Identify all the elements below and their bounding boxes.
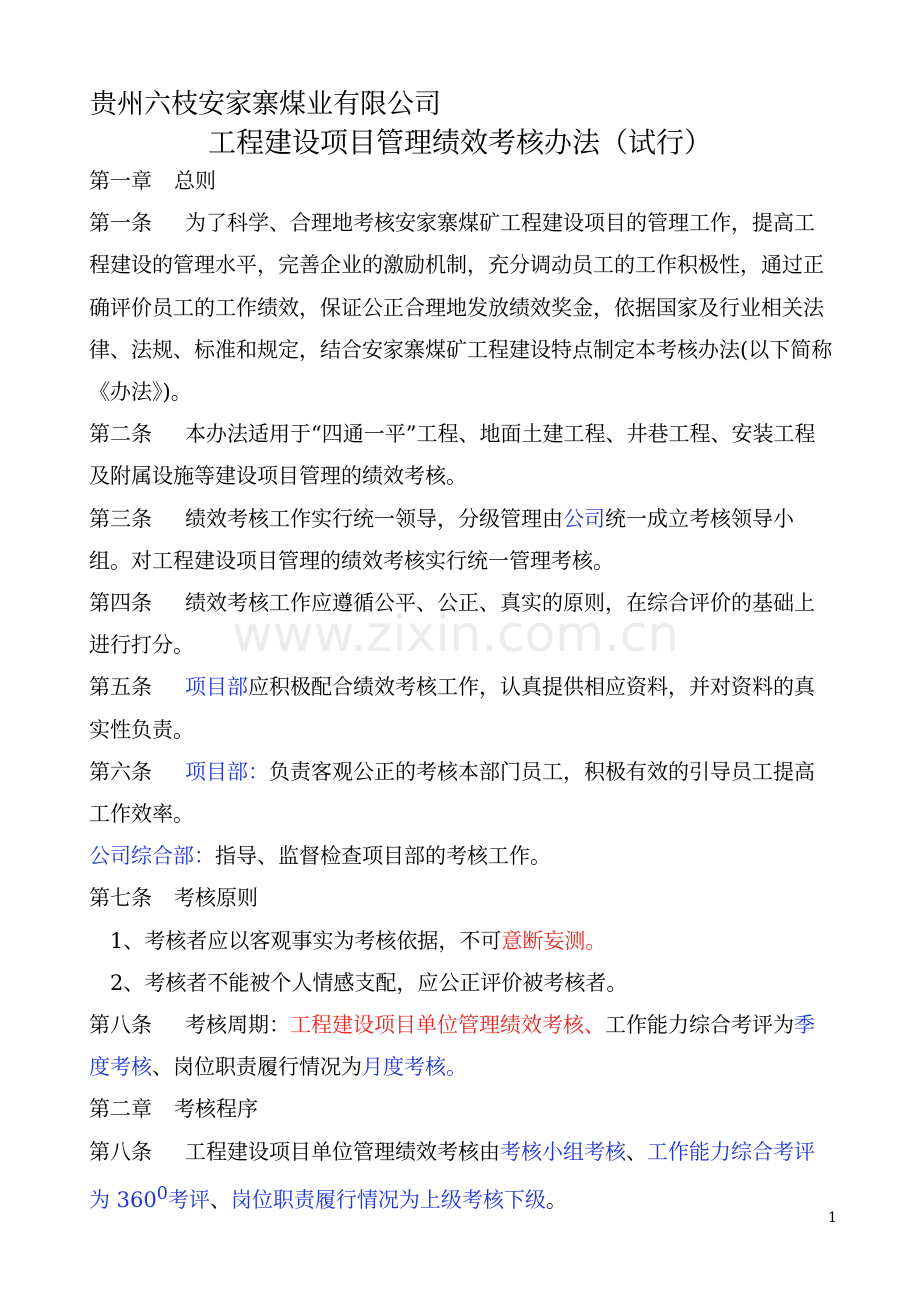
article-5 [89, 666, 834, 750]
highlight-quarterly: 季度考核 [89, 1013, 815, 1080]
article-text: 、 [626, 1139, 647, 1164]
article-label: 第二条 [89, 422, 152, 447]
article-text: 、 [209, 1187, 231, 1212]
chapter-number: 第一章 [89, 169, 152, 193]
company-name: 贵州六枝安家寨煤业有限公司 [90, 89, 441, 120]
article-8 [89, 1004, 834, 1088]
chapter-name: 考核程序 [174, 1097, 258, 1122]
highlight-project-dept: 项目部： [185, 759, 269, 784]
highlight-red: 意断妄测。 [501, 928, 607, 953]
article-label: 第五条 [89, 675, 152, 700]
document-body [89, 160, 834, 1221]
chapter-heading [89, 1088, 834, 1130]
highlight-project-dept: 项目部 [185, 675, 248, 700]
article-2 [89, 413, 834, 497]
article-label: 第一条 [89, 211, 152, 236]
article-text: 、岗位职责履行情况为 [152, 1055, 362, 1080]
article-label: 第六条 [89, 759, 152, 784]
article-label: 第七条 [89, 886, 152, 911]
article-text: 负责客观公正的考核本部门员工，积极有效的引导员工提高工作效率。 [89, 759, 815, 827]
chapter-number: 第二章 [89, 1097, 152, 1122]
article-text: 工程建设项目单位管理绩效考核由 [185, 1139, 500, 1164]
article-8-procedure [89, 1131, 834, 1221]
article-text: 应积极配合绩效考核工作，认真提供相应资料，并对资料的真实性负责。 [89, 675, 815, 742]
item-text: 2、考核者不能被个人情感支配，应公正评价被考核者。 [110, 970, 628, 995]
highlight-company: 公司 [563, 506, 605, 531]
article-label: 第八条 [89, 1013, 152, 1038]
article-text: 考核周期： [185, 1013, 290, 1038]
article-text: 绩效考核工作应遵循公平、公正、真实的原则，在综合评价的基础上进行打分。 [89, 591, 815, 658]
highlight-blue: 岗位职责履行情况为上级考核下级 [230, 1187, 546, 1212]
article-text: 本办法适用于“四通一平”工程、地面土建工程、井巷工程、安装工程及附属设施等建设项目管理的绩效考核。 [89, 422, 816, 489]
superscript: 0 [156, 1183, 168, 1204]
chapter-name: 总则 [174, 169, 216, 193]
principle-item-1 [89, 920, 834, 962]
watermark: www.zixin.com.cn [232, 605, 680, 663]
highlight-monthly: 月度考核。 [362, 1055, 467, 1080]
article-text: 工作能力综合考评为 [605, 1013, 794, 1038]
article-text: 为了科学、合理地考核安家寨煤矿工程建设项目的管理工作，提高工程建设的管理水平，完善企业的激励机制，充分调动员工的工作积极性，通过正确评价员工的工作绩效，保证公正合理地发放绩效奖金，依据国家及行业相关法律、法规、标准和规定，结合安家寨煤矿工程建设特点制定本考核办法(以下简称《办法》)。 [89, 211, 833, 405]
article-6-clause [89, 835, 834, 877]
article-label: 第四条 [89, 591, 152, 616]
article-text: 统一成立考核领导小组。对工程建设项目管理的绩效考核实行统一管理考核。 [89, 506, 794, 573]
article-3 [89, 498, 834, 582]
highlight-general-dept: 公司综合部： [89, 844, 215, 869]
principle-item-2 [89, 962, 834, 1004]
document-title: 工程建设项目管理绩效考核办法（试行） [208, 126, 713, 159]
article-text: 。 [545, 1187, 567, 1212]
article-title: 考核原则 [174, 886, 258, 911]
highlight-blue: 考评 [167, 1187, 210, 1212]
article-label: 第三条 [89, 506, 152, 531]
article-7 [89, 877, 834, 919]
item-text: 1、考核者应以客观事实为考核依据，不可 [110, 928, 502, 953]
highlight-blue: 考核小组考核 [500, 1139, 626, 1164]
article-6 [89, 751, 834, 835]
article-text: 指导、监督检查项目部的考核工作。 [215, 844, 551, 869]
article-4 [89, 582, 834, 666]
chapter-heading [89, 160, 834, 202]
article-1 [89, 202, 834, 413]
page-number: 1 [828, 1210, 837, 1226]
highlight-blue: 工作能力综合考评为 360 [89, 1139, 815, 1212]
article-text: 绩效考核工作实行统一领导，分级管理由 [185, 506, 563, 531]
highlight-red: 工程建设项目单位管理绩效考核、 [290, 1013, 605, 1038]
article-label: 第八条 [89, 1139, 152, 1164]
